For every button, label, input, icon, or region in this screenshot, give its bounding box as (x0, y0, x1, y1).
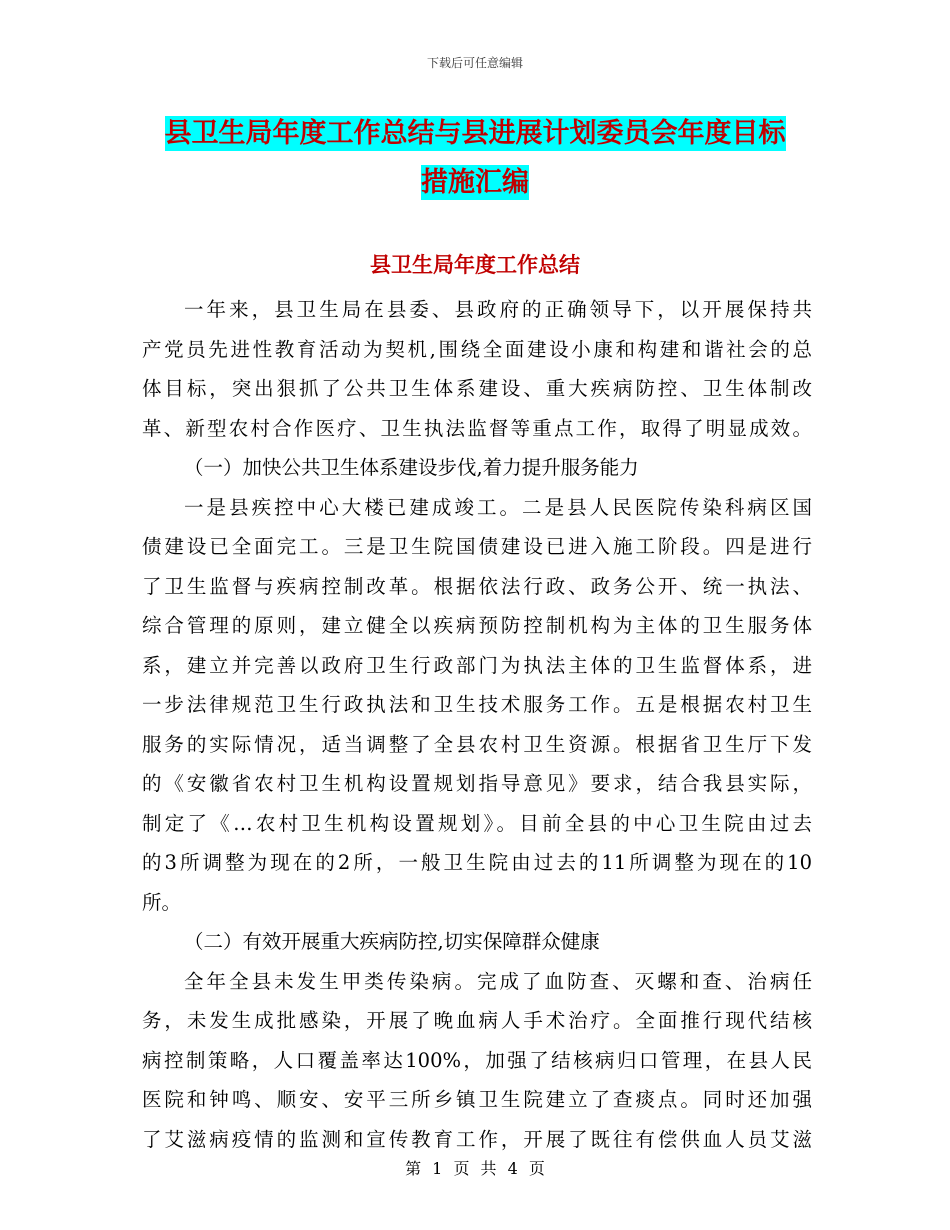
body-line: 体目标，突出狠抓了公共卫生体系建设、重大疾病防控、卫生体制改 (142, 377, 812, 400)
body-line: 病控制策略，人口覆盖率达100%，加强了结核病归口管理，在县人民 (142, 1048, 812, 1072)
section-title: 县卫生局年度工作总结 (370, 253, 580, 277)
subheading: （一）加快公共卫生体系建设步伐,着力提升服务能力 (184, 456, 639, 479)
body-line: 债建设已全面完工。三是卫生院国债建设已进入施工阶段。四是进行 (142, 535, 812, 558)
body-line: 务，未发生成批感染，开展了晚血病人手术治疗。全面推行现代结核 (142, 1009, 812, 1032)
header-note: 下载后可任意编辑 (426, 56, 523, 70)
subheading: （二）有效开展重大疾病防控,切实保障群众健康 (184, 930, 600, 953)
body-line: 所。 (142, 890, 182, 914)
body-line: 系，建立并完善以政府卫生行政部门为执法主体的卫生监督体系，进 (142, 653, 812, 677)
body-text (142, 290, 812, 1159)
page-footer: 第 1 页 共 4 页 (405, 1159, 545, 1178)
body-line: 的《安徽省农村卫生机构设置规划指导意见》要求，结合我县实际， (142, 772, 812, 795)
body-line: 全年全县未发生甲类传染病。完成了血防查、灭螺和查、治病任 (184, 969, 812, 993)
body-line: 服务的实际情况，适当调整了全县农村卫生资源。根据省卫生厅下发 (142, 732, 812, 756)
main-title-line-1 (0, 111, 950, 150)
body-line: 革、新型农村合作医疗、卫生执法监督等重点工作，取得了明显成效。 (142, 416, 812, 440)
body-line: 了艾滋病疫情的监测和宣传教育工作，开展了既往有偿供血人员艾滋 (142, 1127, 812, 1151)
body-line: 一步法律规范卫生行政执法和卫生技术服务工作。五是根据农村卫生 (142, 693, 812, 716)
main-title-line-1-text: 县卫生局年度工作总结与县进展计划委员会年度目标 (164, 118, 786, 149)
main-title-line-2-text: 措施汇编 (421, 167, 529, 198)
main-title-line-2 (0, 160, 950, 199)
body-line: 的3所调整为现在的2所，一般卫生院由过去的11所调整为现在的10 (142, 851, 812, 874)
body-line: 一是县疾控中心大楼已建成竣工。二是县人民医院传染科病区国 (184, 495, 812, 519)
body-line: 综合管理的原则，建立健全以疾病预防控制机构为主体的卫生服务体 (142, 614, 812, 637)
body-line: 了卫生监督与疾病控制改革。根据依法行政、政务公开、统一执法、 (142, 574, 812, 598)
body-line: 一年来，县卫生局在县委、县政府的正确领导下，以开展保持共 (184, 298, 812, 321)
body-line: 产党员先进性教育活动为契机,围绕全面建设小康和构建和谐社会的总 (142, 337, 812, 361)
body-line: 医院和钟鸣、顺安、安平三所乡镇卫生院建立了查痰点。同时还加强 (142, 1088, 812, 1111)
body-line: 制定了《…农村卫生机构设置规划》。目前全县的中心卫生院由过去 (142, 811, 812, 835)
